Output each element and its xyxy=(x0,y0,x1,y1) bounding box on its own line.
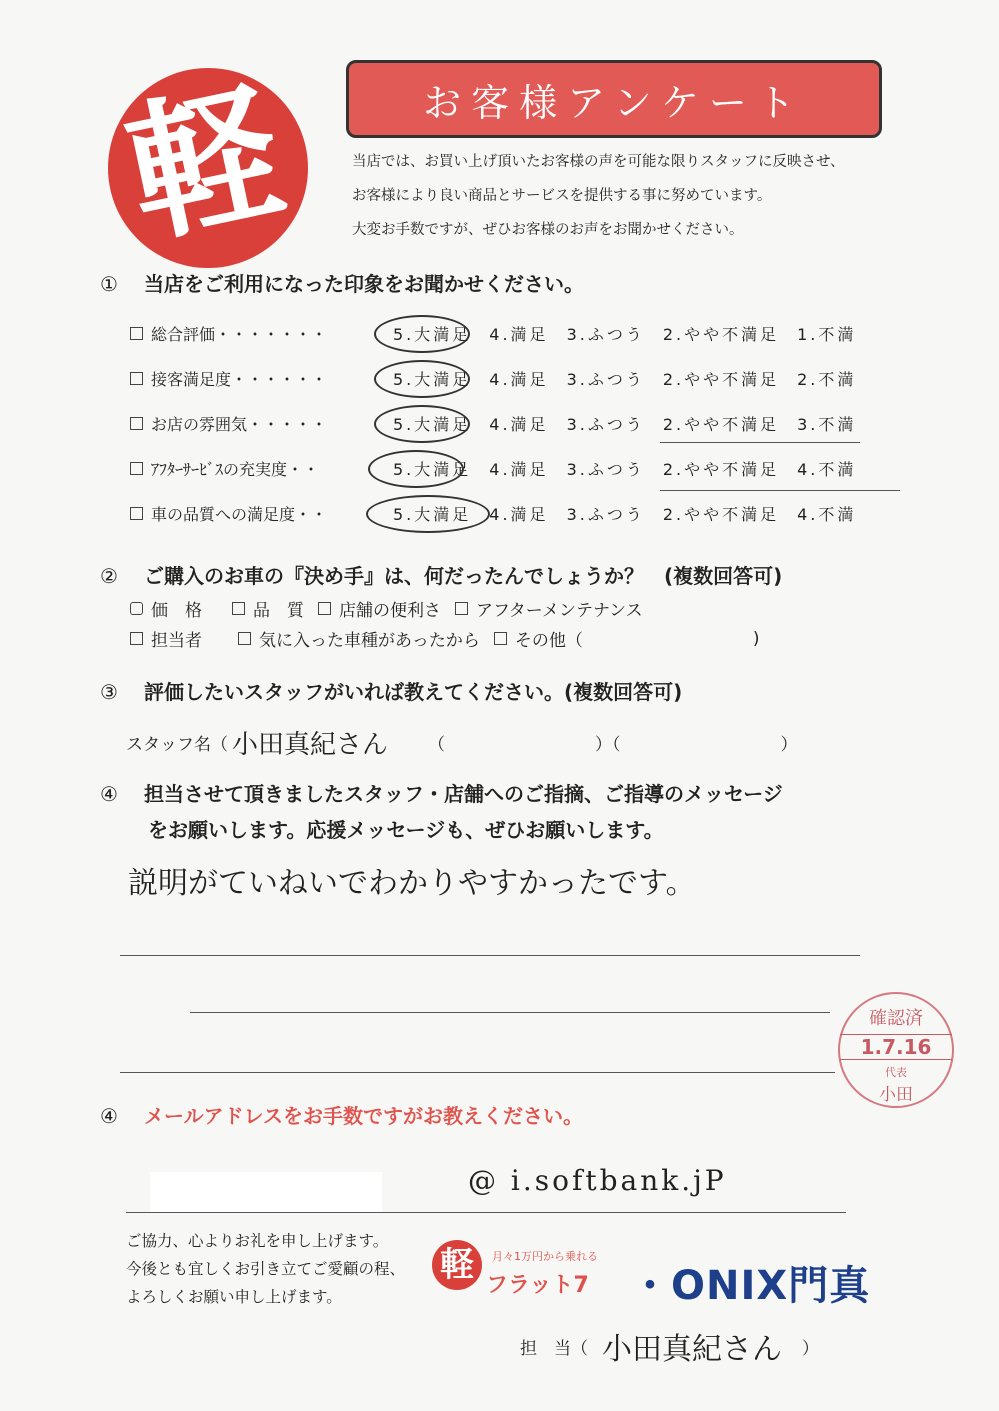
q4-heading xyxy=(100,778,783,807)
pen-stroke xyxy=(660,442,860,443)
q4-title-line-2: をお願いします。応援メッセージも、ぜひお願いします。 xyxy=(148,818,664,842)
staff-in-charge-close: ） xyxy=(802,1338,819,1359)
staff-slot-3-close: ） xyxy=(780,735,798,755)
rating-option-4[interactable]: 4.満足 xyxy=(489,324,549,344)
checkbox[interactable] xyxy=(455,602,468,615)
q1-title: 当店をご利用になった印象をお聞かせください。 xyxy=(144,272,584,296)
q3-number: ③ xyxy=(100,680,118,704)
rating-option-3[interactable]: 3.ふつう xyxy=(566,459,645,479)
reason-quality: 品 質 xyxy=(253,601,304,621)
footer-line-1: ご協力、心よりお礼を申し上げます。 xyxy=(126,1232,389,1250)
rating-option-4[interactable]: 4.満足 xyxy=(489,459,549,479)
reason-convenience: 店舗の便利さ xyxy=(339,601,441,621)
staff-slot-2-close: ）（ xyxy=(595,735,621,755)
q2-number: ② xyxy=(100,564,118,588)
rating-row-service xyxy=(130,365,874,391)
message-handwritten[interactable]: 説明がていねいでわかりやすかったです。 xyxy=(128,866,696,901)
checkbox[interactable] xyxy=(130,462,143,475)
email-domain-handwritten[interactable]: @ i.softbank.jP xyxy=(468,1164,727,1197)
stamp-role: 代表 xyxy=(885,1066,907,1079)
rating-option-5[interactable]: 5.大満足 xyxy=(393,414,472,434)
reason-other: その他（ xyxy=(514,631,583,651)
rating-option-1[interactable]: 4.不満 xyxy=(797,459,857,479)
pen-stroke xyxy=(660,490,900,491)
checkbox[interactable] xyxy=(130,417,143,430)
rating-option-2[interactable]: 2.やや不満足 xyxy=(662,324,780,344)
rating-option-4[interactable]: 4.満足 xyxy=(489,504,549,524)
answer-circle xyxy=(368,450,464,488)
footer-line-3: よろしくお願い申し上げます。 xyxy=(126,1288,342,1306)
q4-number: ④ xyxy=(100,782,118,806)
q2-title: ご購入のお車の『決め手』は、何だったんでしょうか？ (複数回答可) xyxy=(144,564,783,588)
checkbox-checked[interactable] xyxy=(238,632,251,645)
rating-option-1[interactable]: 3.不満 xyxy=(797,414,857,434)
checkbox[interactable] xyxy=(318,602,331,615)
checkbox[interactable] xyxy=(130,327,143,340)
answer-circle xyxy=(366,495,490,533)
rating-option-2[interactable]: 2.やや不満足 xyxy=(662,414,780,434)
rating-option-2[interactable]: 2.やや不満足 xyxy=(662,369,780,389)
rating-label: ｱﾌﾀｰｻｰﾋﾞｽの充実度・・ xyxy=(151,459,320,479)
rating-option-3[interactable]: 3.ふつう xyxy=(566,369,645,389)
q5-heading xyxy=(100,1100,583,1129)
reason-price: 価 格 xyxy=(151,601,202,621)
staff-slot-2-open: （ xyxy=(428,735,446,755)
redacted-email-user xyxy=(150,1172,382,1212)
intro-line-3: 大変お手数ですが、ぜひお客様のお声をお聞かせください。 xyxy=(352,222,744,238)
staff-name-handwritten[interactable]: 小田真紀さん xyxy=(232,730,389,760)
logo-seal xyxy=(108,64,308,268)
reason-other-close: ) xyxy=(752,628,760,649)
message-line xyxy=(120,955,860,956)
rating-option-4[interactable]: 4.満足 xyxy=(489,414,549,434)
reason-favorite-car: 気に入った車種があったから xyxy=(259,631,480,651)
staff-in-charge-handwritten[interactable]: 小田真紀さん xyxy=(602,1332,782,1367)
rating-option-5[interactable]: 5.大満足 xyxy=(393,504,472,524)
q5-number: ④ xyxy=(100,1104,118,1128)
brand-mini-logo: 軽 xyxy=(432,1240,482,1290)
staff-in-charge xyxy=(520,1324,819,1368)
reason-row-1 xyxy=(130,596,643,621)
page-title: お客様アンケート xyxy=(346,60,882,138)
checkbox[interactable] xyxy=(130,372,143,385)
rating-option-5[interactable]: 5.大満足 xyxy=(393,369,472,389)
rating-option-5[interactable]: 5.大満足 xyxy=(393,324,472,344)
checkbox[interactable] xyxy=(130,507,143,520)
rating-option-5[interactable]: 5.大満足 xyxy=(393,459,472,479)
email-line xyxy=(126,1212,846,1213)
q5-title: メールアドレスをお手数ですがお教えください。 xyxy=(144,1104,583,1128)
staff-label: スタッフ名（ xyxy=(126,735,228,755)
answer-circle xyxy=(374,315,470,353)
q1-heading xyxy=(100,268,584,297)
message-line xyxy=(190,1012,830,1013)
stamp-name: 小田 xyxy=(879,1085,913,1105)
brand-tagline: 月々1万円から乗れる xyxy=(492,1250,598,1263)
intro-line-2: お客様により良い商品とサービスを提供する事に努めています。 xyxy=(352,188,772,204)
answer-circle xyxy=(374,360,470,398)
stamp-date: 1.7.16 xyxy=(840,1034,952,1060)
brand-onix-kadoma: ・ONIX門真 xyxy=(630,1263,871,1309)
stamp-label: 確認済 xyxy=(869,1008,923,1029)
q3-heading xyxy=(100,676,682,705)
rating-row-overall xyxy=(130,320,874,346)
checkbox-checked[interactable] xyxy=(130,602,143,615)
rating-label: 車の品質への満足度・・ xyxy=(151,504,328,524)
rating-option-3[interactable]: 3.ふつう xyxy=(566,414,645,434)
rating-option-4[interactable]: 4.満足 xyxy=(489,369,549,389)
rating-option-2[interactable]: 2.やや不満足 xyxy=(662,459,780,479)
message-line xyxy=(120,1072,835,1073)
rating-option-1[interactable]: 1.不満 xyxy=(797,324,857,344)
rating-row-quality xyxy=(130,500,874,526)
reason-maintenance: アフターメンテナンス xyxy=(476,601,643,621)
intro-line-1: 当店では、お買い上げ頂いたお客様の声を可能な限りスタッフに反映させ、 xyxy=(352,154,845,170)
checkbox[interactable] xyxy=(232,602,245,615)
reason-row-2 xyxy=(130,626,759,651)
rating-option-3[interactable]: 3.ふつう xyxy=(566,504,645,524)
rating-label: 接客満足度・・・・・・ xyxy=(151,369,328,389)
reason-staff: 担当者 xyxy=(151,631,202,651)
staff-in-charge-label: 担 当（ xyxy=(520,1338,588,1359)
rating-row-after-service xyxy=(130,455,874,481)
rating-label: 総合評価・・・・・・・ xyxy=(151,324,328,344)
q2-heading xyxy=(100,560,782,589)
staff-name-row xyxy=(126,724,798,761)
checkbox[interactable] xyxy=(494,632,507,645)
q4-title-line-1: 担当させて頂きましたスタッフ・店舗へのご指摘、ご指導のメッセージ xyxy=(144,782,783,806)
confirmation-stamp xyxy=(838,992,954,1108)
rating-option-2[interactable]: 2.やや不満足 xyxy=(662,504,780,524)
rating-option-1[interactable]: 4.不満 xyxy=(797,504,857,524)
q3-title: 評価したいスタッフがいれば教えてください。(複数回答可) xyxy=(144,680,683,704)
footer-line-2: 今後とも宜しくお引き立てご愛顧の程、 xyxy=(126,1260,406,1278)
rating-row-atmosphere xyxy=(130,410,874,436)
rating-option-1[interactable]: 2.不満 xyxy=(797,369,857,389)
brand-logo xyxy=(432,1232,892,1312)
logo-char: 軽 xyxy=(113,64,297,266)
answer-circle xyxy=(374,405,470,443)
checkbox[interactable] xyxy=(130,632,143,645)
brand-flat7: フラット7 xyxy=(486,1273,589,1298)
q1-number: ① xyxy=(100,272,118,296)
rating-label: お店の雰囲気・・・・・ xyxy=(151,414,328,434)
rating-option-3[interactable]: 3.ふつう xyxy=(566,324,645,344)
